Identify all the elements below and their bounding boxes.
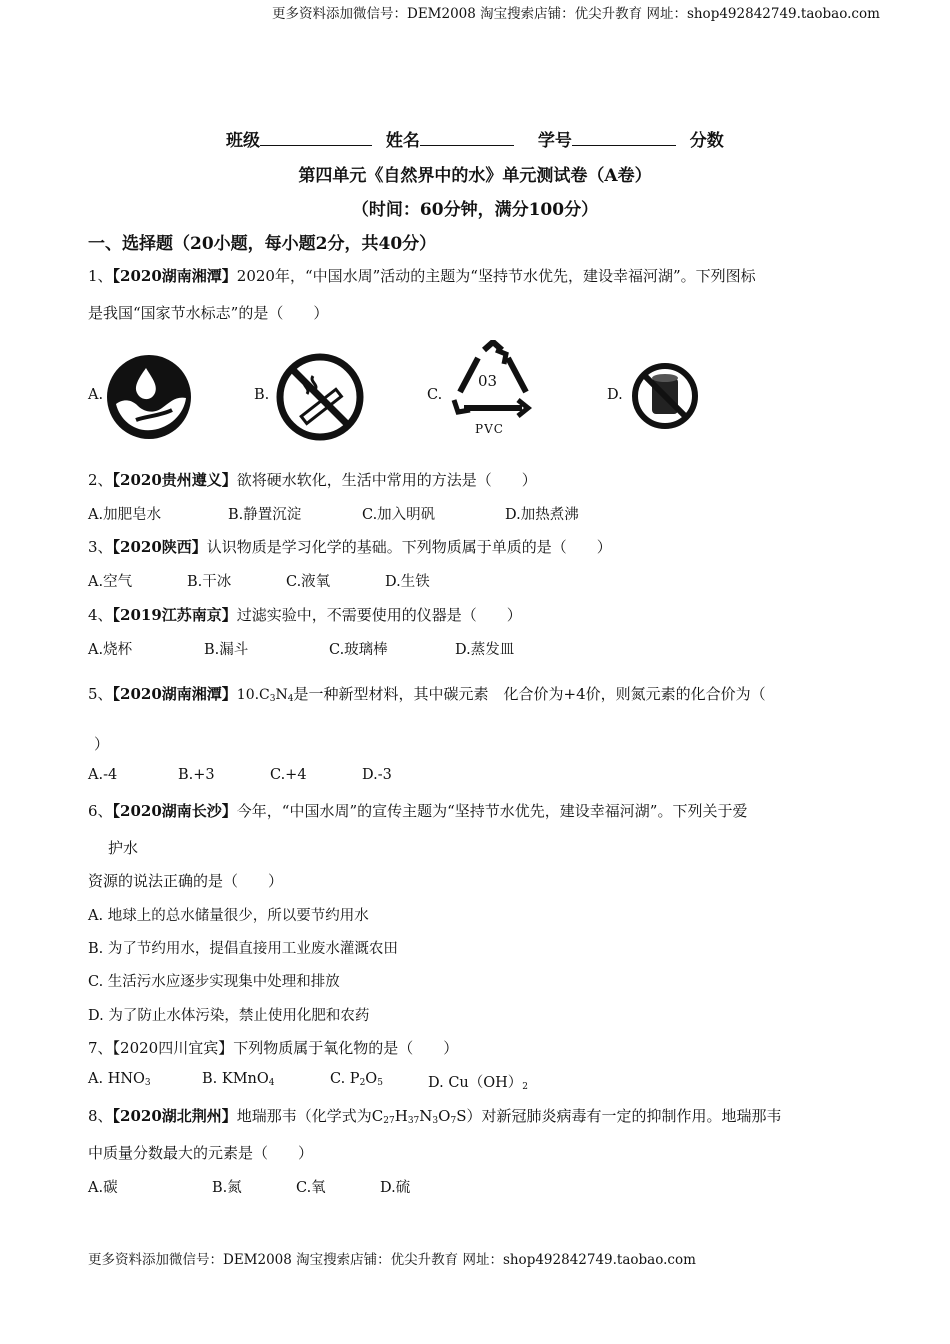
q8-text-o: O <box>438 1107 451 1125</box>
q3-option-a[interactable]: A.空气 <box>88 574 133 590</box>
q7-tag: 【2020四川宜宾】 <box>112 1039 234 1057</box>
q6-text1: 今年，“中国水周”的宣传主题为“坚持节水优先，建设幸福河湖”。下列关于爱 <box>236 802 748 820</box>
q5-number: 5、 <box>88 685 113 703</box>
q1-line2: 是我国“国家节水标志”的是（ ） <box>88 304 329 322</box>
q6-line3: 资源的说法正确的是（ ） <box>88 872 284 890</box>
q8-sub-1: 27 <box>383 1116 395 1126</box>
q6-line2: 护水 <box>108 839 139 857</box>
q2-option-b[interactable]: B.静置沉淀 <box>228 507 302 523</box>
q5-option-d[interactable]: D.-3 <box>362 767 392 783</box>
q4-option-b[interactable]: B.漏斗 <box>204 642 249 658</box>
q1-line1 <box>88 265 756 286</box>
q7-option-a-sub: 3 <box>144 1078 151 1088</box>
q8-option-a[interactable]: A.碳 <box>88 1180 118 1196</box>
q3-option-d[interactable]: D.生铁 <box>385 574 430 590</box>
q3-stem <box>88 536 612 557</box>
q3-option-b[interactable]: B.干冰 <box>187 574 232 590</box>
q7-option-b-sub: 4 <box>268 1078 275 1088</box>
q7-option-c[interactable] <box>330 1071 383 1088</box>
q3-option-c[interactable]: C.液氧 <box>286 574 331 590</box>
q8-sub-4: 7 <box>450 1116 457 1126</box>
q5-formula-c: 10.C <box>236 687 270 703</box>
q1-option-a-label: A. <box>88 387 104 403</box>
q5-formula-c-sub: 3 <box>269 694 276 704</box>
q8-sub-3: 3 <box>432 1116 439 1126</box>
q8-text-h: H <box>394 1107 408 1125</box>
q8-option-c[interactable]: C.氧 <box>296 1180 326 1196</box>
q7-number: 7、 <box>88 1039 113 1057</box>
q7-option-c-sub2: 5 <box>377 1078 383 1088</box>
q4-option-c[interactable]: C.玻璃棒 <box>329 642 388 658</box>
q5-tag: 【2020湖南湘潭】 <box>112 685 237 703</box>
q5-option-c[interactable]: C.+4 <box>270 767 307 783</box>
q5-close-paren: ） <box>94 735 110 753</box>
q1-text1: 2020年，“中国水周”活动的主题为“坚持节水优先，建设幸福河湖”。下列图标 <box>236 267 756 285</box>
q1-option-d-label: D. <box>607 387 623 403</box>
q4-tag: 【2019江苏南京】 <box>112 606 237 624</box>
section-heading: 一、选择题（20小题，每小题2分，共40分） <box>88 234 437 254</box>
q8-option-d[interactable]: D.硫 <box>380 1180 411 1196</box>
recycle-code: 03 <box>478 372 498 390</box>
exam-title: 第四单元《自然界中的水》单元测试卷（A卷） <box>298 166 652 186</box>
q7-option-c-text1: C. P <box>330 1071 360 1087</box>
id-blank[interactable] <box>572 145 676 146</box>
q6-tag: 【2020湖南长沙】 <box>112 802 237 820</box>
q6-option-a[interactable]: A. 地球上的总水储量很少，所以要节约用水 <box>88 908 369 924</box>
no-smoking-icon <box>275 352 365 442</box>
q1-number: 1、 <box>88 267 113 285</box>
q6-option-c[interactable]: C. 生活污水应逐步实现集中处理和排放 <box>88 974 340 990</box>
q3-text: 认识物质是学习化学的基础。下列物质属于单质的是（ ） <box>206 538 612 556</box>
q5-stem <box>88 683 766 704</box>
q2-stem <box>88 469 537 490</box>
class-blank[interactable] <box>260 145 372 146</box>
q8-option-b[interactable]: B.氮 <box>212 1180 242 1196</box>
q4-text: 过滤实验中，不需要使用的仪器是（ ） <box>236 606 522 624</box>
student-info-line <box>226 126 724 151</box>
q7-option-a[interactable] <box>88 1071 151 1088</box>
q2-text: 欲将硬水软化，生活中常用的方法是（ ） <box>236 471 537 489</box>
q7-option-d-sub: 2 <box>522 1082 529 1092</box>
water-saving-logo-icon <box>106 354 192 440</box>
q4-option-d[interactable]: D.蒸发皿 <box>455 642 515 658</box>
q2-option-c[interactable]: C.加入明矾 <box>362 507 436 523</box>
no-dumping-icon <box>630 356 700 436</box>
q2-tag: 【2020贵州遵义】 <box>112 471 237 489</box>
q7-option-c-sub1: 2 <box>359 1078 366 1088</box>
q6-line1 <box>88 800 747 821</box>
q3-number: 3、 <box>88 538 113 556</box>
page-header: 更多资料添加微信号：DEM2008 淘宝搜索店铺：优尖升教育 网址：shop492842749.taobao.com <box>272 6 880 22</box>
q8-line1 <box>88 1105 781 1126</box>
id-label: 学号 <box>537 131 572 151</box>
q6-option-b[interactable]: B. 为了节约用水，提倡直接用工业废水灌溉农田 <box>88 941 398 957</box>
q2-option-a[interactable]: A.加肥皂水 <box>88 507 162 523</box>
q7-text: 下列物质属于氧化物的是（ ） <box>233 1039 459 1057</box>
exam-subtitle: （时间：60分钟，满分100分） <box>351 200 599 220</box>
q5-option-b[interactable]: B.+3 <box>178 767 215 783</box>
recycling-pvc-icon <box>448 340 538 440</box>
name-label: 姓名 <box>385 131 420 151</box>
page-footer: 更多资料添加微信号：DEM2008 淘宝搜索店铺：优尖升教育 网址：shop492842749.taobao.com <box>88 1252 696 1268</box>
q5-formula-n: N <box>275 687 288 703</box>
q8-tag: 【2020湖北荆州】 <box>112 1107 237 1125</box>
name-blank[interactable] <box>420 145 514 146</box>
q2-number: 2、 <box>88 471 113 489</box>
q4-number: 4、 <box>88 606 113 624</box>
q7-option-d[interactable] <box>428 1071 528 1092</box>
q1-tag: 【2020湖南湘潭】 <box>112 267 237 285</box>
q4-stem <box>88 604 522 625</box>
q5-formula-n-sub: 4 <box>287 694 294 704</box>
q8-sub-2: 37 <box>407 1116 420 1126</box>
q6-option-d[interactable]: D. 为了防止水体污染，禁止使用化肥和农药 <box>88 1008 370 1024</box>
q7-option-a-text: A. HNO <box>88 1071 145 1087</box>
q1-option-b-label: B. <box>254 387 270 403</box>
q3-tag: 【2020陕西】 <box>112 538 207 556</box>
q8-text-rest: S）对新冠肺炎病毒有一定的抑制作用。地瑞那韦 <box>456 1107 782 1125</box>
q6-number: 6、 <box>88 802 113 820</box>
score-label: 分数 <box>689 131 724 151</box>
q8-number: 8、 <box>88 1107 113 1125</box>
q7-option-c-text2: O <box>365 1071 378 1087</box>
q5-text: 是一种新型材料，其中碳元素 化合价为+4价，则氮元素的化合价为（ <box>293 685 766 703</box>
q4-option-a[interactable]: A.烧杯 <box>88 642 133 658</box>
class-label: 班级 <box>226 131 260 151</box>
q5-option-a[interactable]: A.-4 <box>88 767 118 783</box>
q7-option-d-text: D. Cu（OH） <box>428 1075 523 1091</box>
q8-line2: 中质量分数最大的元素是（ ） <box>88 1144 314 1162</box>
recycle-material: PVC <box>475 422 504 436</box>
q7-option-b[interactable] <box>202 1071 275 1088</box>
q1-option-c-label: C. <box>427 387 443 403</box>
q7-stem <box>88 1037 458 1058</box>
q8-text-a: 地瑞那韦（化学式为C <box>236 1107 384 1125</box>
q8-text-n: N <box>419 1107 433 1125</box>
q2-option-d[interactable]: D.加热煮沸 <box>505 507 579 523</box>
q7-option-b-text: B. KMnO <box>202 1071 269 1087</box>
